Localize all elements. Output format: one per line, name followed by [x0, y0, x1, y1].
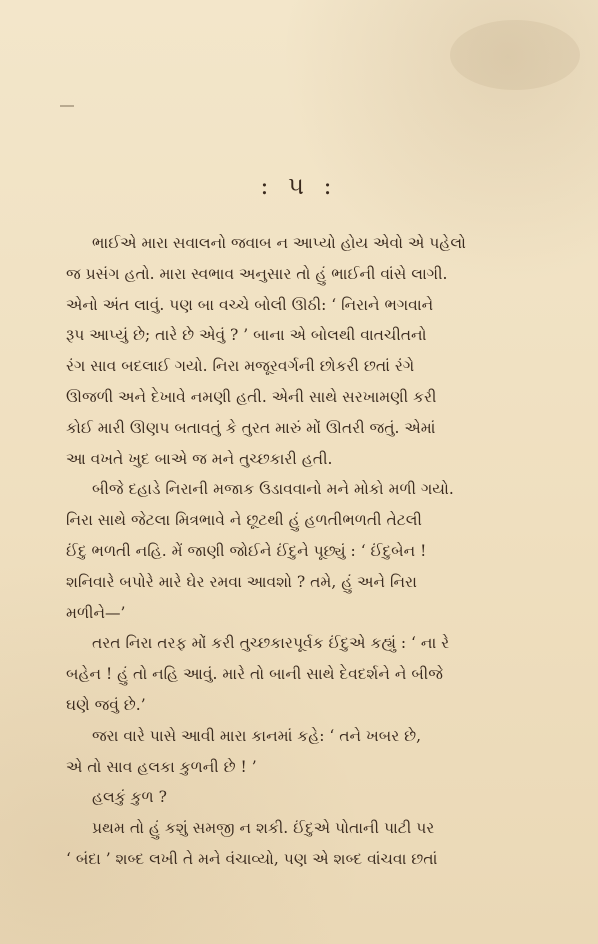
text-line: બીજે દહાડે નિરાની મજાક ઉડાવવાનો મને મોકો મળી ગયો.	[92, 480, 454, 499]
text-line: તરત નિરા તરફ મોં કરી તુચ્છકારપૂર્વક ઈંદુએ કહ્યું : ‘ ના રે	[92, 634, 450, 653]
text-line: જરા વારે પાસે આવી મારા કાનમાં કહે: ‘ તને ખબર છે,	[92, 726, 422, 745]
text-line: કોઈ મારી ઊણપ બતાવતું કે તુરત મારું મોં ઊતરી જતું. એમાં	[66, 418, 436, 437]
text-line: રંગ સાવ બદલાઈ ગયો. નિરા મજૂરવર્ગની છોકરી છતાં રંગે	[66, 357, 415, 376]
text-line: એનો અંત લાવું. પણ બા વચ્ચે બોલી ઊઠી: ‘ નિરાને ભગવાને	[66, 295, 434, 314]
text-line: નિરા સાથે જેટલા મિત્રભાવે ને છૂટથી હું હળતીભળતી તેટલી	[66, 511, 422, 530]
text-line: જ પ્રસંગ હતો. મારા સ્વભાવ અનુસાર તો હું ભાઈની વાંસે લાગી.	[66, 264, 448, 283]
text-line: રૂપ આપ્યું છે; તારે છે એવું ? ’ બાના એ બોલથી વાતચીતનો	[66, 326, 427, 345]
body-text	[66, 228, 572, 875]
text-line: શનિવારે બપોરે મારે ઘેર રમવા આવશો ? તમે, હું અને નિરા	[66, 572, 417, 591]
text-line: મળીને—’	[66, 603, 126, 622]
text-line: એ તો સાવ હલકા કુળની છે ! ’	[66, 757, 257, 776]
text-line: ઘણે જવું છે.’	[66, 695, 146, 714]
margin-mark	[60, 105, 74, 107]
text-line: ‘ બંદા ’ શબ્દ લખી તે મને વંચાવ્યો, પણ એ શબ્દ વાંચવા છતાં	[66, 849, 438, 868]
text-line: ઊજળી અને દેખાવે નમણી હતી. એની સાથે સરખામણી કરી	[66, 387, 437, 406]
text-line: બહેન ! હું તો નહિ આવું. મારે તો બાની સાથે દેવદર્શને ને બીજે	[66, 665, 443, 684]
text-line: આ વખતે ખુદ બાએ જ મને તુચ્છકારી હતી.	[66, 449, 333, 468]
text-line: ભાઈએ મારા સવાલનો જવાબ ન આપ્યો હોય એવો એ પહેલો	[92, 234, 466, 252]
text-line: પ્રથમ તો હું કશું સમજી ન શકી. ઈંદુએ પોતાની પાટી પર	[92, 819, 435, 838]
paper-stain	[450, 20, 580, 90]
chapter-heading: : ૫ :	[260, 172, 338, 200]
text-line: હલકું કુળ ?	[92, 788, 167, 807]
text-line: ઈંદુ ભળતી નહિ. મેં જાણી જોઈને ઈંદુને પૂછ્યું : ‘ ઈંદુબેન !	[66, 541, 427, 560]
